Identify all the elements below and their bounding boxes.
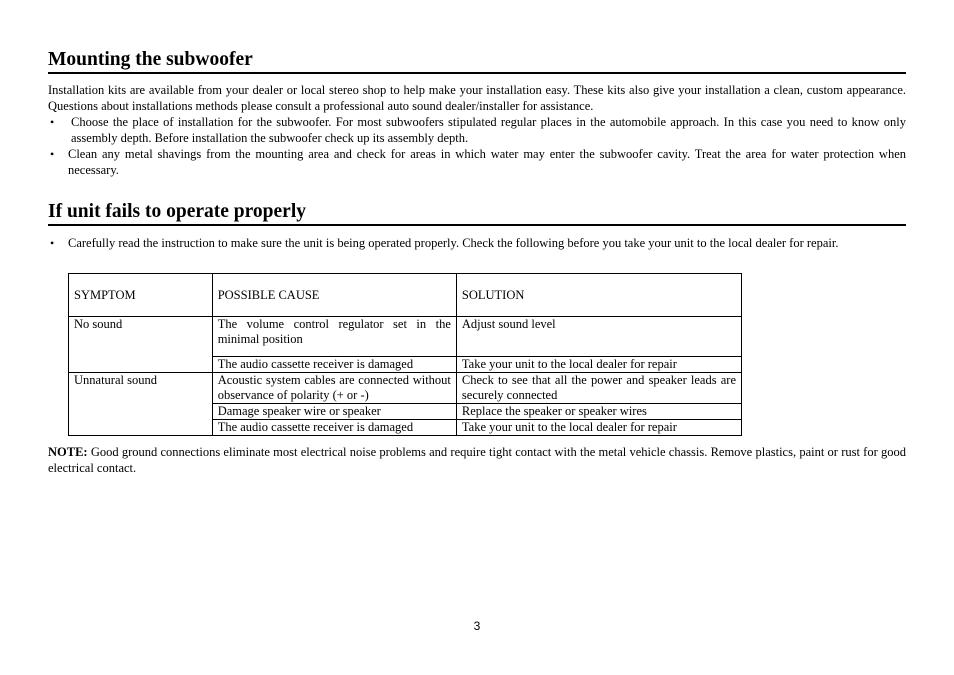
symptom-cell [69,404,213,420]
note-paragraph [48,444,906,476]
bullet-icon: • [50,115,55,129]
intro-paragraph: Installation kits are available from your dealer or local stereo shop to help make your installation easy. These kits also give your installation a clean, custom appearance. Questions about installations methods please consult a professional auto sound dealer/installer for assistance. [48,83,906,113]
table-row [69,357,742,373]
column-header-symptom: SYMPTOM [69,274,213,317]
table-row [69,420,742,436]
solution-cell: Take your unit to the local dealer for repair [456,357,741,373]
section-heading-troubleshooting: If unit fails to operate properly [48,201,906,226]
column-header-cause: POSSIBLE CAUSE [212,274,456,317]
cause-cell: The volume control regulator set in the minimal position [212,317,456,357]
troubleshooting-table [68,273,742,436]
cause-cell: Damage speaker wire or speaker [212,404,456,420]
symptom-cell: Unnatural sound [69,373,213,404]
note-text: Good ground connections eliminate most electrical noise problems and require tight contact with the metal vehicle chassis. Remove plastics, paint or rust for good electrical contact. [48,445,906,475]
symptom-cell: No sound [69,317,213,357]
note-label: NOTE: [48,445,88,459]
list-item [48,235,906,251]
solution-cell: Adjust sound level [456,317,741,357]
bullet-text: Carefully read the instruction to make sure the unit is being operated properly. Check the following before you take your unit to the local dealer for repair. [68,236,839,250]
table-row [69,373,742,404]
cause-cell: The audio cassette receiver is damaged [212,420,456,436]
bullet-text: Clean any metal shavings from the mounting area and check for areas in which water may enter the subwoofer cavity. Treat the area for water protection when necessary. [68,147,906,177]
list-item [48,114,906,146]
solution-cell: Check to see that all the power and speaker leads are securely connected [456,373,741,404]
cause-cell: Acoustic system cables are connected without observance of polarity (+ or -) [212,373,456,404]
table-row [69,317,742,357]
mounting-bullet-list [48,114,906,178]
list-item [48,146,906,178]
page-number: 3 [473,619,481,633]
bullet-text: Choose the place of installation for the subwoofer. For most subwoofers stipulated regular places in the automobile approach. In this case you need to know only assembly depth. Before installation the subwoofer check up its assembly depth. [71,115,906,145]
troubleshooting-bullet-list [48,235,906,251]
solution-cell: Replace the speaker or speaker wires [456,404,741,420]
table-header-row [69,274,742,317]
table-row [69,404,742,420]
symptom-cell [69,357,213,373]
column-header-solution: SOLUTION [456,274,741,317]
solution-cell: Take your unit to the local dealer for repair [456,420,741,436]
bullet-icon: • [50,147,55,161]
section-heading-mounting: Mounting the subwoofer [48,49,906,74]
bullet-icon: • [50,236,55,250]
cause-cell: The audio cassette receiver is damaged [212,357,456,373]
symptom-cell [69,420,213,436]
